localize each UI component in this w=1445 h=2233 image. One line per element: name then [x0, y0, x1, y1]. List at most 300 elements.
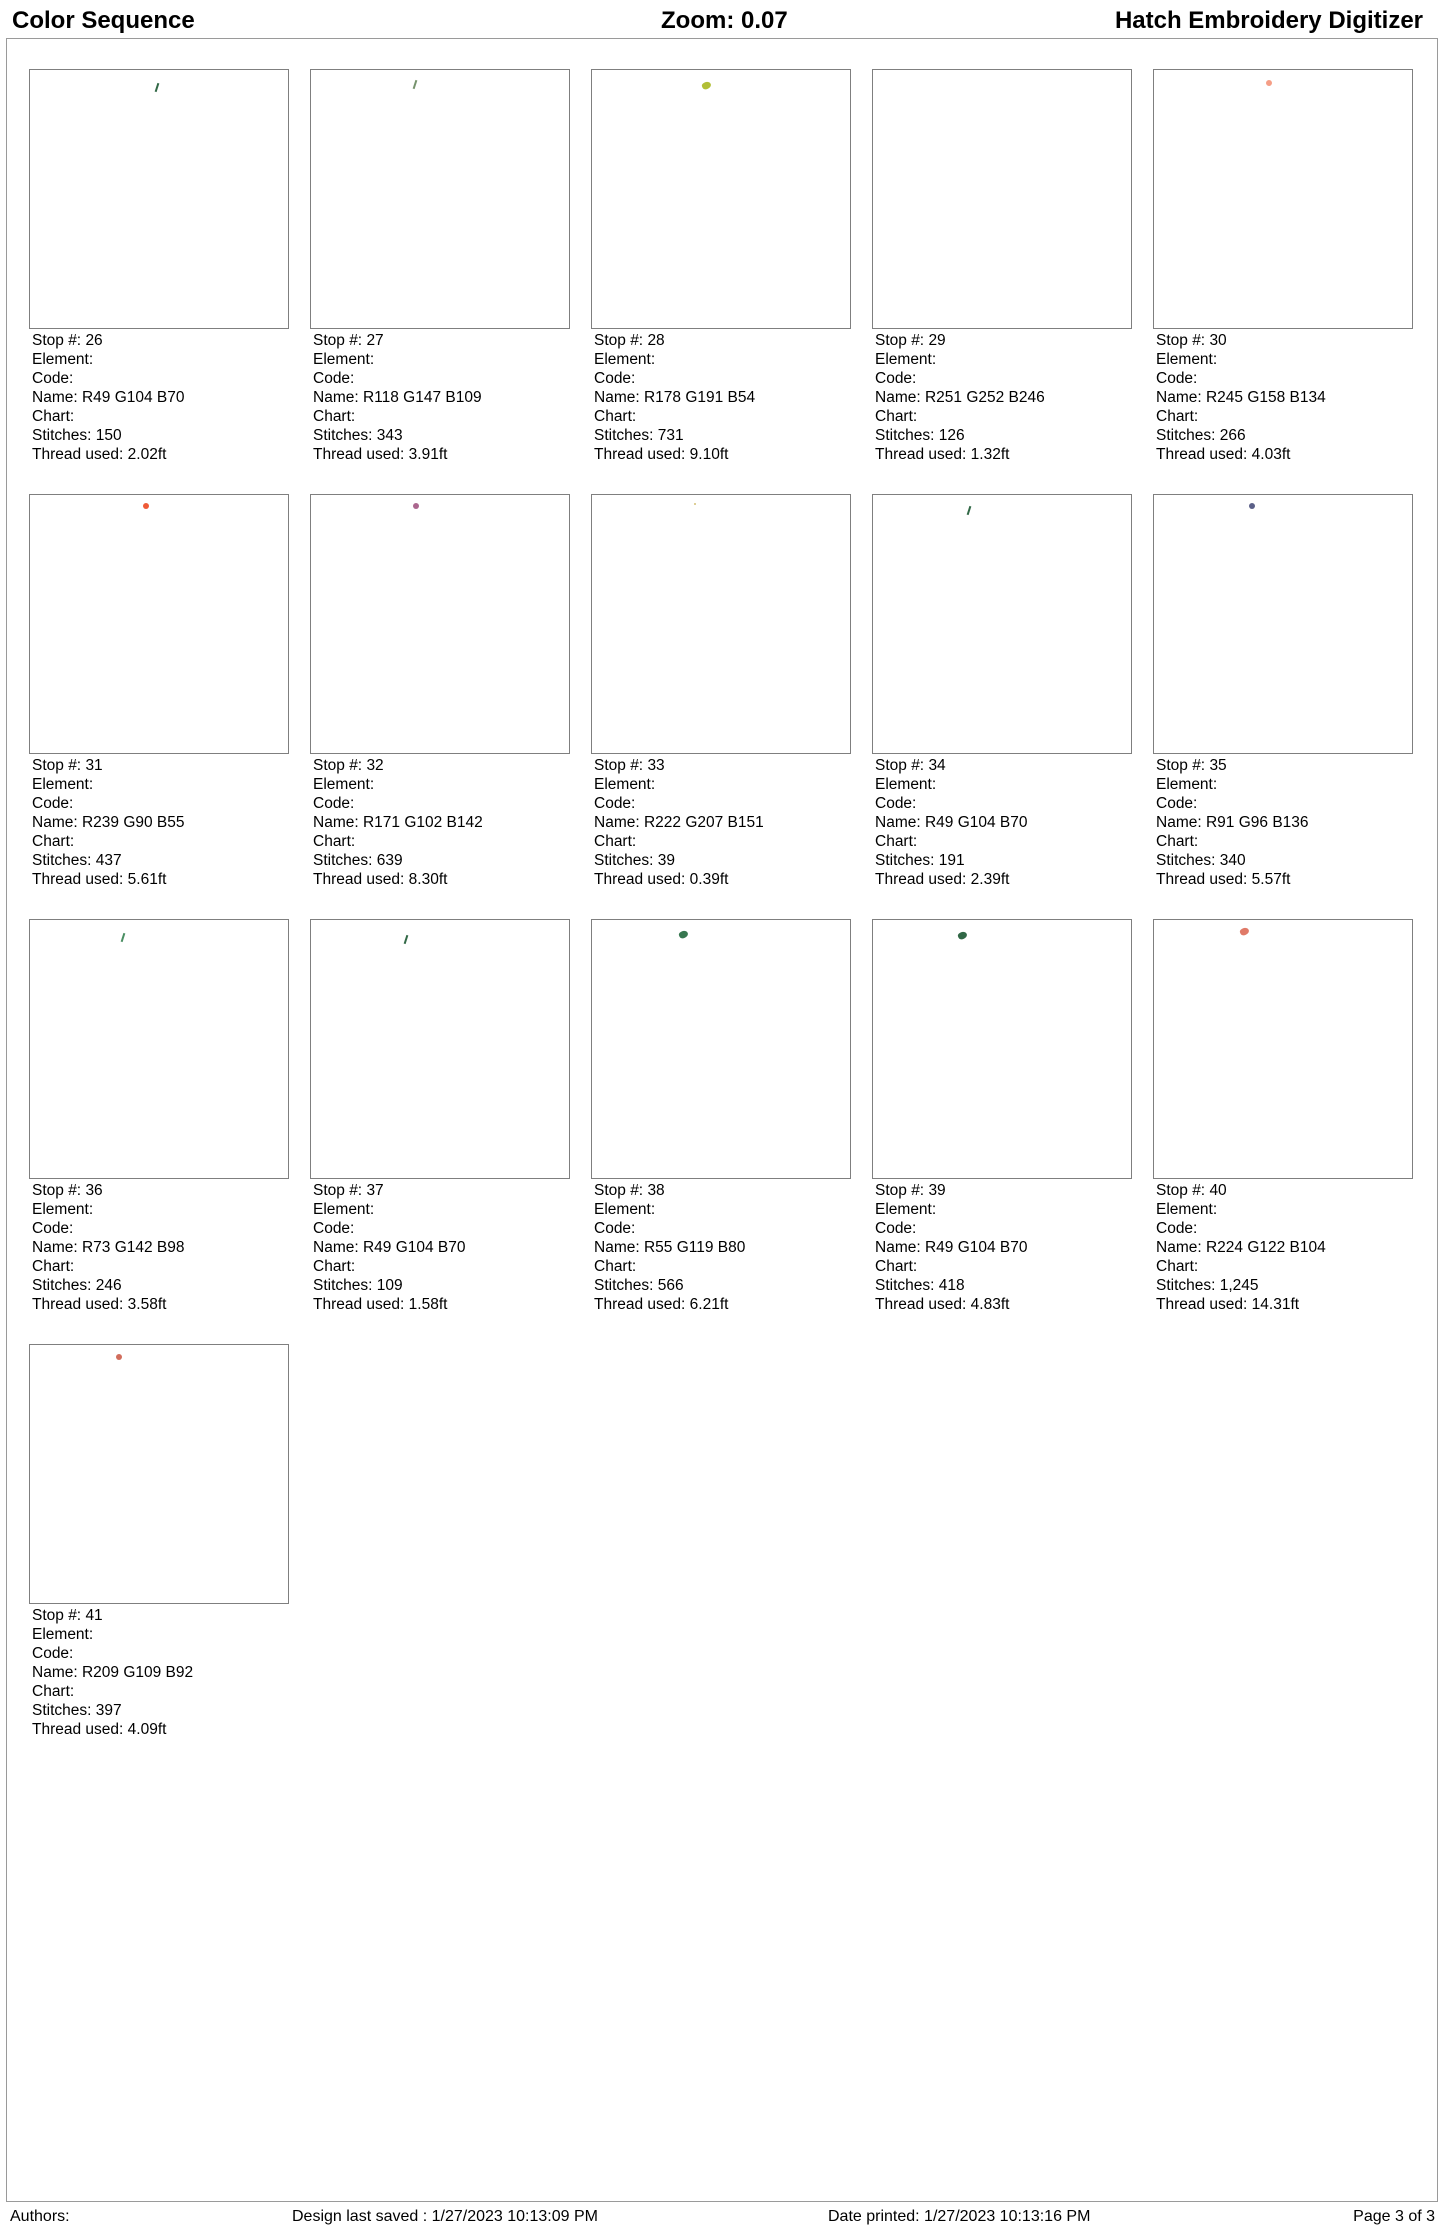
thread-used-value: 4.09ft [127, 1721, 167, 1738]
code-label [875, 369, 1132, 388]
stitch-mark [413, 503, 419, 509]
page-footer [0, 2203, 1445, 2233]
code-label-label: Code: [313, 1220, 355, 1237]
thread-name [32, 388, 289, 407]
stitch-count-value: 246 [95, 1277, 122, 1294]
stop-number [594, 756, 851, 775]
stitch-count [313, 851, 570, 870]
code-label-label: Code: [1156, 795, 1198, 812]
thread-used [875, 445, 1132, 464]
stitch-count-value: 566 [657, 1277, 684, 1294]
element-label-label: Element: [32, 776, 94, 793]
thread-used-value: 8.30ft [408, 871, 448, 888]
app-name: Hatch Embroidery Digitizer [1114, 7, 1423, 34]
chart-label-label: Chart: [1156, 1258, 1199, 1275]
thread-used-value: 2.39ft [970, 871, 1010, 888]
code-label-label: Code: [1156, 370, 1198, 387]
thread-used-value: 2.02ft [127, 446, 167, 463]
date-printed: Date printed: 1/27/2023 10:13:16 PM [828, 2208, 1091, 2225]
stitch-preview [591, 69, 851, 329]
stitch-preview [29, 1344, 289, 1604]
element-label-label: Element: [313, 351, 375, 368]
thread-name-label: Name: [32, 814, 82, 831]
thread-name [313, 388, 570, 407]
stop-number-value: 35 [1209, 757, 1227, 774]
thread-name-label: Name: [594, 814, 644, 831]
stitch-count-label: Stitches: [32, 427, 96, 444]
code-label [1156, 794, 1413, 813]
stop-number-label: Stop #: [594, 1182, 648, 1199]
stitch-preview [29, 919, 289, 1179]
thread-used-label: Thread used: [313, 446, 409, 463]
stitch-count-label: Stitches: [875, 427, 939, 444]
stop-number-value: 37 [366, 1182, 384, 1199]
code-label-label: Code: [594, 795, 636, 812]
thread-name-label: Name: [875, 814, 925, 831]
thread-name [875, 388, 1132, 407]
chart-label [32, 407, 289, 426]
stitch-preview [591, 919, 851, 1179]
stop-number [32, 1181, 289, 1200]
thread-used [594, 445, 851, 464]
stitch-count-label: Stitches: [313, 852, 377, 869]
chart-label [313, 832, 570, 851]
element-label-label: Element: [32, 1201, 94, 1218]
stop-number-value: 29 [928, 332, 946, 349]
stop-number-value: 39 [928, 1182, 946, 1199]
thread-used [1156, 1295, 1413, 1314]
stitch-count-value: 639 [376, 852, 403, 869]
chart-label-label: Chart: [32, 1683, 75, 1700]
stitch-count-label: Stitches: [1156, 1277, 1220, 1294]
stop-number [32, 1606, 289, 1625]
thread-name [594, 388, 851, 407]
thread-name [32, 1663, 289, 1682]
stop-card [310, 919, 570, 1314]
thread-used [313, 870, 570, 889]
thread-used-label: Thread used: [1156, 1296, 1252, 1313]
stitch-count [32, 426, 289, 445]
stitch-mark [1239, 926, 1250, 936]
stop-number-label: Stop #: [32, 1182, 86, 1199]
stitch-count-value: 1,245 [1219, 1277, 1259, 1294]
thread-name-value: R49 G104 B70 [924, 814, 1028, 831]
stitch-preview [591, 494, 851, 754]
stop-info [591, 1181, 851, 1314]
element-label [594, 350, 851, 369]
stop-number-value: 34 [928, 757, 946, 774]
element-label-label: Element: [1156, 1201, 1218, 1218]
stitch-count-value: 109 [376, 1277, 403, 1294]
code-label [875, 794, 1132, 813]
code-label [313, 369, 570, 388]
chart-label-label: Chart: [594, 833, 637, 850]
stitch-count [875, 1276, 1132, 1295]
page-number: Page 3 of 3 [1353, 2208, 1435, 2225]
stitch-mark [1249, 503, 1255, 509]
stop-card [29, 919, 289, 1314]
stitch-mark [143, 503, 149, 509]
stop-number-label: Stop #: [313, 332, 367, 349]
code-label-label: Code: [313, 795, 355, 812]
code-label-label: Code: [594, 1220, 636, 1237]
stop-card [310, 69, 570, 464]
stitch-count [875, 851, 1132, 870]
stop-number-value: 36 [85, 1182, 103, 1199]
stop-number-label: Stop #: [875, 1182, 929, 1199]
thread-used [875, 1295, 1132, 1314]
thread-name [1156, 388, 1413, 407]
thread-used-label: Thread used: [875, 871, 971, 888]
thread-name-value: R49 G104 B70 [362, 1239, 466, 1256]
code-label-label: Code: [1156, 1220, 1198, 1237]
stop-info [591, 756, 851, 889]
stop-number-label: Stop #: [32, 757, 86, 774]
stop-number-value: 32 [366, 757, 384, 774]
thread-name-label: Name: [1156, 1239, 1206, 1256]
chart-label [594, 1257, 851, 1276]
thread-used [594, 870, 851, 889]
stop-number [313, 1181, 570, 1200]
code-label [313, 1219, 570, 1238]
report-title: Color Sequence [12, 7, 195, 34]
thread-name-value: R245 G158 B134 [1205, 389, 1326, 406]
element-label-label: Element: [32, 351, 94, 368]
chart-label-label: Chart: [594, 408, 637, 425]
stop-info [29, 756, 289, 889]
thread-used [313, 445, 570, 464]
element-label-label: Element: [1156, 351, 1218, 368]
element-label-label: Element: [875, 776, 937, 793]
stitch-count-label: Stitches: [875, 852, 939, 869]
thread-used [32, 1295, 289, 1314]
stop-info [310, 1181, 570, 1314]
chart-label [1156, 832, 1413, 851]
stitch-count [1156, 426, 1413, 445]
element-label [313, 775, 570, 794]
chart-label [875, 832, 1132, 851]
stop-number-label: Stop #: [313, 757, 367, 774]
thread-name [1156, 1238, 1413, 1257]
thread-name-value: R49 G104 B70 [81, 389, 185, 406]
thread-name-value: R171 G102 B142 [362, 814, 483, 831]
thread-name [32, 813, 289, 832]
stop-info [872, 331, 1132, 464]
thread-name-value: R222 G207 B151 [643, 814, 764, 831]
thread-used-value: 14.31ft [1251, 1296, 1300, 1313]
thread-name-value: R239 G90 B55 [81, 814, 185, 831]
stitch-preview [310, 919, 570, 1179]
element-label [32, 350, 289, 369]
stop-number [594, 331, 851, 350]
thread-name [32, 1238, 289, 1257]
thread-used [1156, 870, 1413, 889]
stitch-preview [29, 494, 289, 754]
stitch-preview [872, 494, 1132, 754]
stop-number-label: Stop #: [594, 757, 648, 774]
thread-name-label: Name: [32, 1239, 82, 1256]
element-label-label: Element: [594, 776, 656, 793]
stitch-count [32, 851, 289, 870]
stitch-count-label: Stitches: [1156, 852, 1220, 869]
stitch-mark [967, 506, 972, 515]
element-label [32, 775, 289, 794]
stitch-mark [413, 80, 418, 89]
stitch-count-label: Stitches: [594, 427, 658, 444]
chart-label [32, 1257, 289, 1276]
thread-name [594, 813, 851, 832]
thread-used-label: Thread used: [1156, 446, 1252, 463]
stop-number-label: Stop #: [313, 1182, 367, 1199]
chart-label-label: Chart: [32, 408, 75, 425]
thread-name-label: Name: [875, 389, 925, 406]
stitch-count-label: Stitches: [313, 427, 377, 444]
element-label-label: Element: [313, 776, 375, 793]
thread-name [594, 1238, 851, 1257]
thread-name-value: R118 G147 B109 [362, 389, 482, 406]
chart-label-label: Chart: [313, 1258, 356, 1275]
stitch-mark [1266, 80, 1272, 86]
stop-number-label: Stop #: [1156, 757, 1210, 774]
thread-name-label: Name: [1156, 814, 1206, 831]
stop-number-value: 33 [647, 757, 665, 774]
code-label-label: Code: [32, 795, 74, 812]
element-label [875, 1200, 1132, 1219]
chart-label [313, 407, 570, 426]
code-label-label: Code: [32, 370, 74, 387]
stitch-preview [1153, 494, 1413, 754]
stitch-count-value: 397 [95, 1702, 122, 1719]
stop-card [1153, 494, 1413, 889]
stitch-count [313, 426, 570, 445]
stop-number [32, 756, 289, 775]
stop-number-value: 40 [1209, 1182, 1227, 1199]
thread-name-label: Name: [32, 1664, 82, 1681]
thread-used [594, 1295, 851, 1314]
thread-used-label: Thread used: [32, 1296, 128, 1313]
stop-number-value: 30 [1209, 332, 1227, 349]
stop-info [29, 331, 289, 464]
thread-used-value: 0.39ft [689, 871, 729, 888]
stitch-count-value: 126 [938, 427, 965, 444]
element-label [1156, 1200, 1413, 1219]
chart-label-label: Chart: [313, 408, 356, 425]
stop-number-value: 27 [366, 332, 384, 349]
stitch-count-label: Stitches: [313, 1277, 377, 1294]
last-saved: Design last saved : 1/27/2023 10:13:09 PM [292, 2208, 598, 2225]
thread-name [1156, 813, 1413, 832]
element-label [313, 1200, 570, 1219]
stop-info [872, 756, 1132, 889]
chart-label [1156, 407, 1413, 426]
element-label [594, 1200, 851, 1219]
stitch-count-value: 150 [95, 427, 122, 444]
thread-used-value: 5.57ft [1251, 871, 1291, 888]
element-label [313, 350, 570, 369]
code-label [875, 1219, 1132, 1238]
thread-used-label: Thread used: [32, 871, 128, 888]
element-label [594, 775, 851, 794]
chart-label [875, 1257, 1132, 1276]
thread-name-value: R49 G104 B70 [924, 1239, 1028, 1256]
element-label-label: Element: [32, 1626, 94, 1643]
stop-info [872, 1181, 1132, 1314]
chart-label-label: Chart: [875, 833, 918, 850]
stop-number [594, 1181, 851, 1200]
stitch-count-value: 266 [1219, 427, 1246, 444]
code-label-label: Code: [875, 795, 917, 812]
stop-info [310, 756, 570, 889]
stop-card [591, 919, 851, 1314]
thread-name [875, 813, 1132, 832]
stop-info [29, 1606, 289, 1739]
stitch-preview [872, 69, 1132, 329]
thread-name-value: R209 G109 B92 [81, 1664, 194, 1681]
thread-used-label: Thread used: [32, 1721, 128, 1738]
thread-name [313, 813, 570, 832]
code-label [1156, 1219, 1413, 1238]
stop-number-value: 41 [85, 1607, 103, 1624]
stitch-count-label: Stitches: [1156, 427, 1220, 444]
thread-used-label: Thread used: [1156, 871, 1252, 888]
thread-used-label: Thread used: [875, 446, 971, 463]
chart-label-label: Chart: [1156, 833, 1199, 850]
stitch-mark [701, 80, 712, 90]
stitch-count-label: Stitches: [32, 1277, 96, 1294]
stop-number-value: 26 [85, 332, 103, 349]
thread-name-label: Name: [313, 389, 363, 406]
stitch-count [875, 426, 1132, 445]
stitch-preview [1153, 69, 1413, 329]
stitch-count [313, 1276, 570, 1295]
stitch-count-label: Stitches: [594, 852, 658, 869]
thread-used-value: 4.03ft [1251, 446, 1291, 463]
stop-card [591, 494, 851, 889]
chart-label-label: Chart: [875, 1258, 918, 1275]
thread-used-label: Thread used: [594, 446, 690, 463]
thread-used-label: Thread used: [594, 871, 690, 888]
stop-info [591, 331, 851, 464]
page-header [0, 0, 1445, 38]
stitch-count-value: 418 [938, 1277, 965, 1294]
stop-card [310, 494, 570, 889]
code-label [1156, 369, 1413, 388]
stop-number-value: 28 [647, 332, 665, 349]
thread-name-label: Name: [32, 389, 82, 406]
thread-used [32, 870, 289, 889]
chart-label-label: Chart: [1156, 408, 1199, 425]
stitch-count [32, 1701, 289, 1720]
stop-number-label: Stop #: [594, 332, 648, 349]
code-label-label: Code: [594, 370, 636, 387]
thread-used [32, 445, 289, 464]
stitch-count [1156, 851, 1413, 870]
chart-label [594, 832, 851, 851]
stitch-count-value: 437 [95, 852, 122, 869]
stop-number-label: Stop #: [875, 332, 929, 349]
chart-label [875, 407, 1132, 426]
element-label [875, 350, 1132, 369]
thread-used [32, 1720, 289, 1739]
stitch-mark [694, 503, 696, 505]
authors-label: Authors: [10, 2208, 70, 2225]
stop-number [1156, 331, 1413, 350]
thread-used-value: 4.83ft [970, 1296, 1010, 1313]
thread-used-value: 9.10ft [689, 446, 729, 463]
thread-used-value: 1.58ft [408, 1296, 448, 1313]
stitch-mark [116, 1354, 122, 1360]
element-label [32, 1200, 289, 1219]
stitch-preview [310, 494, 570, 754]
stitch-count-value: 731 [657, 427, 684, 444]
stitch-count [594, 851, 851, 870]
stitch-count-label: Stitches: [32, 852, 96, 869]
stitch-count-value: 39 [657, 852, 675, 869]
thread-name-value: R178 G191 B54 [643, 389, 756, 406]
stop-info [310, 331, 570, 464]
stop-number-value: 38 [647, 1182, 665, 1199]
element-label-label: Element: [1156, 776, 1218, 793]
thread-used-label: Thread used: [313, 1296, 409, 1313]
thread-name [313, 1238, 570, 1257]
thread-used-label: Thread used: [875, 1296, 971, 1313]
thread-name-value: R91 G96 B136 [1205, 814, 1309, 831]
stop-number [875, 1181, 1132, 1200]
thread-name-value: R55 G119 B80 [643, 1239, 746, 1256]
stitch-preview [872, 919, 1132, 1179]
thread-name-value: R224 G122 B104 [1205, 1239, 1326, 1256]
thread-used-label: Thread used: [594, 1296, 690, 1313]
stop-number-label: Stop #: [1156, 1182, 1210, 1199]
code-label-label: Code: [313, 370, 355, 387]
stop-number [313, 756, 570, 775]
chart-label [313, 1257, 570, 1276]
stitch-count [1156, 1276, 1413, 1295]
stitch-count-value: 340 [1219, 852, 1246, 869]
stop-number-label: Stop #: [32, 1607, 86, 1624]
stop-number [875, 756, 1132, 775]
thread-name-label: Name: [313, 1239, 363, 1256]
thread-used-value: 3.91ft [408, 446, 448, 463]
stop-info [1153, 331, 1413, 464]
stitch-count-label: Stitches: [32, 1702, 96, 1719]
stop-number [313, 331, 570, 350]
stop-number [32, 331, 289, 350]
code-label [32, 1644, 289, 1663]
stop-info [1153, 756, 1413, 889]
stop-card [1153, 69, 1413, 464]
stop-card [591, 69, 851, 464]
code-label [32, 794, 289, 813]
thread-name-label: Name: [313, 814, 363, 831]
stitch-mark [155, 83, 160, 92]
stop-number [875, 331, 1132, 350]
element-label-label: Element: [875, 1201, 937, 1218]
stop-number-label: Stop #: [875, 757, 929, 774]
stop-number-label: Stop #: [32, 332, 86, 349]
stop-card [872, 919, 1132, 1314]
thread-used-label: Thread used: [32, 446, 128, 463]
stitch-mark [404, 935, 409, 944]
code-label [32, 369, 289, 388]
code-label [594, 369, 851, 388]
chart-label-label: Chart: [32, 1258, 75, 1275]
thread-used [1156, 445, 1413, 464]
stop-card [29, 494, 289, 889]
stitch-count-value: 343 [376, 427, 403, 444]
stop-info [29, 1181, 289, 1314]
code-label-label: Code: [32, 1220, 74, 1237]
